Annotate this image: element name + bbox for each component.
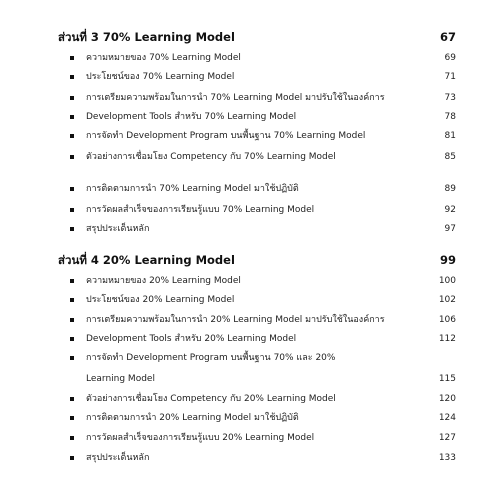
toc-item-page: 71 <box>444 72 456 82</box>
toc-item-page-row <box>70 372 456 386</box>
toc-item <box>70 392 456 406</box>
toc-item <box>70 411 456 425</box>
toc-item <box>70 431 456 445</box>
toc-item-label: Development Tools สำหรับ 70% Learning Model <box>86 112 297 122</box>
toc-item-label: การเตรียมความพร้อมในการนำ 20% Learning Model มาปรับใช้ในองค์การ <box>86 315 385 325</box>
toc-item <box>70 313 456 327</box>
toc-item-label: การเตรียมความพร้อมในการนำ 70% Learning Model มาปรับใช้ในองค์การ <box>86 93 385 103</box>
toc-item-page: 69 <box>444 53 456 63</box>
toc-item-page: 106 <box>438 315 456 325</box>
toc-item-label: ความหมายของ 20% Learning Model <box>86 276 241 286</box>
toc-item <box>70 70 456 84</box>
toc-item-page: 89 <box>444 184 456 194</box>
toc-item <box>70 150 456 164</box>
section-header <box>58 252 456 268</box>
bullet-icon <box>70 456 74 460</box>
toc-item-page: 73 <box>444 93 456 103</box>
toc-item-page: 133 <box>438 453 456 463</box>
toc-item <box>70 110 456 124</box>
toc-item-label: การติดตามการนำ 70% Learning Model มาใช้ปฏิบัติ <box>86 184 299 194</box>
toc-item-label: Development Tools สำหรับ 20% Learning Model <box>86 334 297 344</box>
bullet-icon <box>70 298 74 302</box>
toc-item-label: ตัวอย่างการเชื่อมโยง Competency กับ 70% Learning Model <box>86 152 336 162</box>
bullet-icon <box>70 155 74 159</box>
bullet-icon <box>70 187 74 191</box>
bullet-icon <box>70 337 74 341</box>
section-page-number: 99 <box>439 253 456 267</box>
toc-item <box>70 91 456 105</box>
toc-item-label: สรุปประเด็นหลัก <box>86 453 150 463</box>
bullet-icon <box>70 134 74 138</box>
bullet-icon <box>70 75 74 79</box>
section-title: ส่วนที่ 4 20% Learning Model <box>58 253 235 267</box>
toc-item-page: 81 <box>444 131 456 141</box>
toc-item-label: ตัวอย่างการเชื่อมโยง Competency กับ 20% Learning Model <box>86 394 336 404</box>
toc-item-label: สรุปประเด็นหลัก <box>86 224 150 234</box>
toc-item <box>70 51 456 65</box>
bullet-icon <box>70 279 74 283</box>
section-page-number: 67 <box>439 30 456 44</box>
toc-item <box>70 129 456 143</box>
toc-item-label: ประโยชน์ของ 20% Learning Model <box>86 295 235 305</box>
toc-item <box>70 182 456 196</box>
toc-item <box>70 332 456 346</box>
toc-item <box>70 351 456 365</box>
bullet-icon <box>70 397 74 401</box>
bullet-icon <box>70 227 74 231</box>
bullet-icon <box>70 318 74 322</box>
toc-item-label: การวัดผลสำเร็จของการเรียนรู้แบบ 70% Learning Model <box>86 205 315 215</box>
toc-item <box>70 451 456 465</box>
toc-item <box>70 293 456 307</box>
toc-item-page: 78 <box>444 112 456 122</box>
bullet-icon <box>70 436 74 440</box>
toc-item-page: 100 <box>438 276 456 286</box>
section-header <box>58 29 456 45</box>
toc-item <box>70 203 456 217</box>
toc-item-page: 127 <box>438 433 456 443</box>
bullet-icon <box>70 96 74 100</box>
toc-item-continuation: Learning Model <box>86 374 155 384</box>
bullet-icon <box>70 416 74 420</box>
toc-item-label: การวัดผลสำเร็จของการเรียนรู้แบบ 20% Learning Model <box>86 433 315 443</box>
bullet-icon <box>70 208 74 212</box>
toc-item-page: 97 <box>444 224 456 234</box>
section-title: ส่วนที่ 3 70% Learning Model <box>58 30 235 44</box>
toc-item-page: 115 <box>438 374 456 384</box>
toc-item-page: 92 <box>444 205 456 215</box>
toc-item-label: การติดตามการนำ 20% Learning Model มาใช้ปฏิบัติ <box>86 413 299 423</box>
toc-item-label: การจัดทำ Development Program บนพื้นฐาน 70% และ 20% <box>86 353 336 363</box>
toc-item-page: 120 <box>438 394 456 404</box>
toc-item-page: 124 <box>438 413 456 423</box>
toc-item <box>70 222 456 236</box>
toc-item-label: ความหมายของ 70% Learning Model <box>86 53 241 63</box>
bullet-icon <box>70 356 74 360</box>
bullet-icon <box>70 56 74 60</box>
toc-item-label: ประโยชน์ของ 70% Learning Model <box>86 72 235 82</box>
toc-item-page: 102 <box>438 295 456 305</box>
bullet-icon <box>70 115 74 119</box>
toc-item-label: การจัดทำ Development Program บนพื้นฐาน 70% Learning Model <box>86 131 366 141</box>
toc-item <box>70 274 456 288</box>
toc-item-page: 85 <box>444 152 456 162</box>
toc-item-page: 112 <box>438 334 456 344</box>
